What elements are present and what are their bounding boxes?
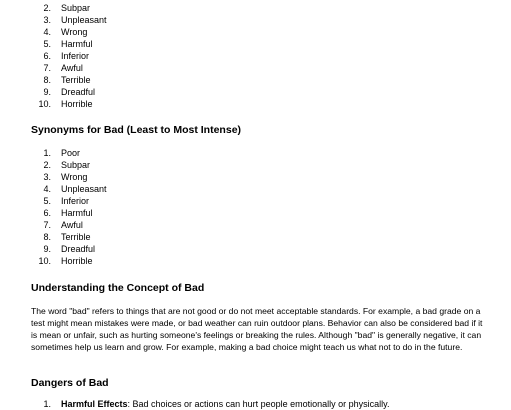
continued-synonym-list [0,2,511,110]
list-item: 6. Harmful [43,208,93,218]
list-item: 3. Unpleasant [43,15,107,25]
list-item: 4. Unpleasant [43,184,107,194]
list-item: 10. Horrible [38,256,93,266]
list-item: 2. Subpar [43,160,91,170]
list-item: 8. Terrible [43,75,91,85]
list-item: 8. Terrible [43,232,91,242]
list-item: 10. Horrible [38,99,93,109]
list-item: 1. Poor [43,148,81,158]
list-item: 9. Dreadful [43,244,96,254]
list-item: 5. Harmful [43,39,93,49]
list-item: 9. Dreadful [43,87,96,97]
section-heading-synonyms: Synonyms for Bad (Least to Most Intense) [31,124,242,136]
list-item: 4. Wrong [43,27,88,37]
section-heading-understanding: Understanding the Concept of Bad [31,282,205,294]
section-heading-dangers: Dangers of Bad [31,377,109,389]
list-item: 7. Awful [43,220,83,230]
list-item: 3. Wrong [43,172,88,182]
list-item: 6. Inferior [43,51,90,61]
list-item: 1. Harmful Effects: Bad choices or actions can hurt people emotionally or physically. [43,399,390,409]
understanding-paragraph: The word "bad" refers to things that are not good or do not meet acceptable standards. For example, a bad grade on a test might mean mistakes were made, or bad weather can ruin outdoor plans. Behavior can also be considered bad if it is mean or unfair, such as hurting someone's feelings or breaking the rules. Although "bad" is generally negative, it can sometimes help us learn and grow. For example, making a bad choice might teach us what not to do in the future. [31,306,483,352]
dangers-list [0,398,511,410]
list-item: 5. Inferior [43,196,90,206]
synonym-list [0,147,511,267]
list-item: 7. Awful [43,63,83,73]
list-item-text: : Bad choices or actions can hurt people emotionally or physically. [127,399,390,409]
list-item: 2. Subpar [43,3,91,13]
list-item-lead: Harmful Effects [61,399,128,409]
